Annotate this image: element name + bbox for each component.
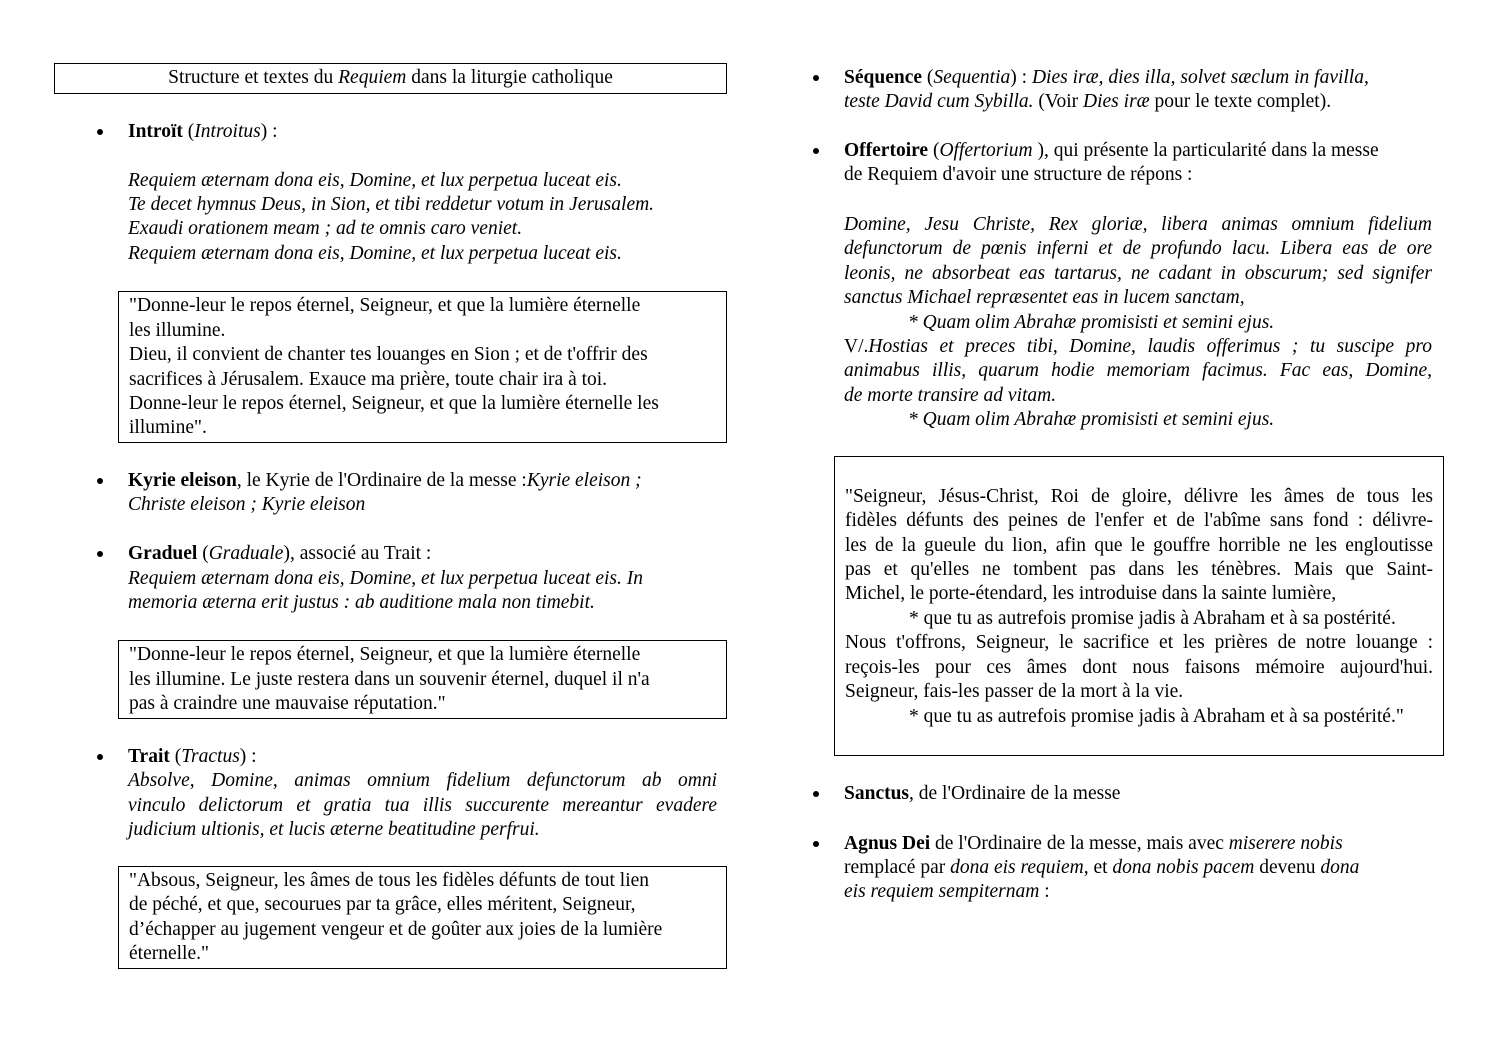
- offertoire-translation-box: "Seigneur, Jésus-Christ, Roi de gloire, délivre les âmes de tous les fidèles défunts des peines de l'enfer et de l'abîme sans fond : délivre- les de la gueule du lion, afin que le gouffre horrible ne les engloutisse pas et qu'elles ne tombent pas dans les ténèbres. Mais que Saint- Michel, le porte-étendard, les introduise dans la sainte lumière, * que tu as autrefois promise jadis à Abraham et à sa postérité. Nous t'offrons, Seigneur, le sacrifice et les prières de notre louange : reçois-les pour ces âmes dont nous faisons mémoire aujourd'hui. Seigneur, fais-les passer de la mort à la vie. * que tu as autrefois promise jadis à Abraham et à sa postérité.": [834, 456, 1444, 756]
- introit-translation-box: "Donne-leur le repos éternel, Seigneur, et que la lumière éternelle les illumine. Dieu, il convient de chanter tes louanges en Sion ; et de t'offrir des sacrifices à Jérusalem. Exauce ma prière, toute chair ira à toi. Donne-leur le repos éternel, Seigneur, et que la lumière éternelle les illumine".: [118, 291, 727, 443]
- bullet-icon: [97, 129, 103, 135]
- bullet-icon: [97, 478, 103, 484]
- bullet-icon: [813, 841, 819, 847]
- bullet-icon: [97, 551, 103, 557]
- graduel-translation-box: "Donne-leur le repos éternel, Seigneur, et que la lumière éternelle les illumine. Le juste restera dans un souvenir éternel, duquel il n'a pas à craindre une mauvaise réputation.": [118, 640, 727, 719]
- bullet-icon: [813, 791, 819, 797]
- sanctus-item: Sanctus, de l'Ordinaire de la messe: [844, 783, 1121, 804]
- trait-translation-box: "Absous, Seigneur, les âmes de tous les fidèles défunts de tout lien de péché, et que, secourues par ta grâce, elles méritent, Seigneur, d’échapper au jugement vengeur et de goûter aux joies de la lumière éternelle.": [118, 866, 727, 969]
- bullet-icon: [813, 148, 819, 154]
- bullet-icon: [97, 754, 103, 760]
- document-title: Structure et textes du Requiem dans la liturgie catholique: [54, 63, 727, 94]
- introit-heading: Introït (Introitus) :: [128, 121, 278, 142]
- bullet-icon: [813, 75, 819, 81]
